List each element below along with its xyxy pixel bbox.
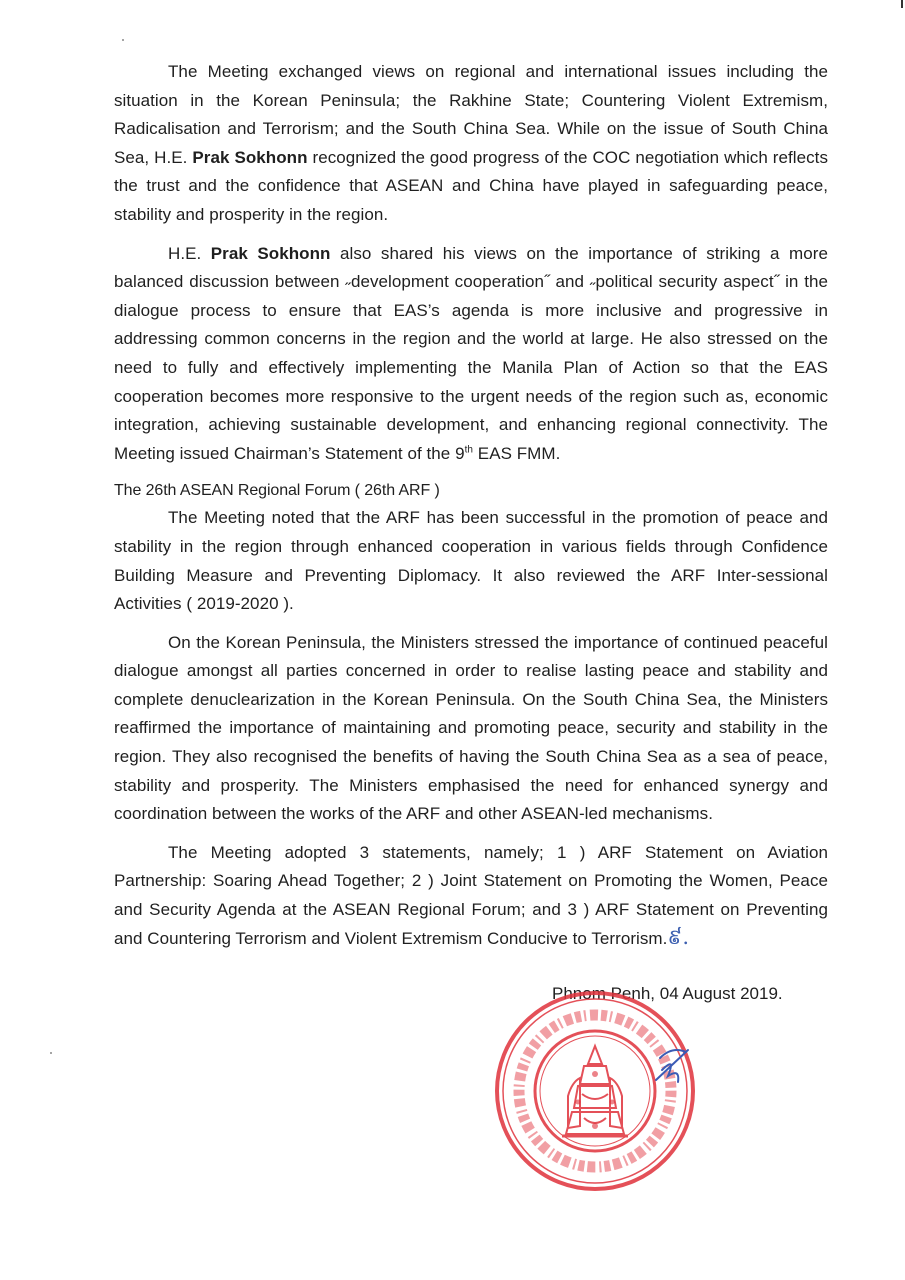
minister-name: Prak Sokhonn bbox=[192, 147, 308, 167]
ministry-seal-stamp bbox=[490, 986, 700, 1196]
paragraph-korean-peninsula: On the Korean Peninsula, the Ministers stressed the importance of continued peaceful dialogue amongst all parties concerned in order to realise lasting peace and stability and complete denuclearization in the Korean Peninsula. On the South China Sea, the Ministers reaffirmed the importance of maintaining and promoting peace, security and stability in the region. They also recognised the benefits of having the South China Sea as a sea of peace, stability and prosperity. The Ministers emphasised the need for enhanced synergy and coordination between the works of the ARF and other ASEAN-led mechanisms. bbox=[114, 632, 828, 824]
paragraph-text: The Meeting adopted 3 statements, namely; 1 ) ARF Statement on Aviation Partnership: Soaring Ahead Together; 2 ) Joint Statement on Promoting the Women, Peace and Security Agenda at the ASEAN Regional Forum; and 3 ) ARF Statement on Preventing and Countering Terrorism and Violent Extremism Conducive to Terrorism. bbox=[114, 842, 828, 948]
section-heading: The 26th ASEAN Regional Forum ( 26th ARF ) bbox=[114, 482, 440, 500]
scan-speck bbox=[122, 39, 124, 41]
paragraph-statements-adopted bbox=[114, 839, 828, 953]
paragraph-regional-issues bbox=[114, 58, 828, 230]
paragraph-arf-success: The Meeting noted that the ARF has been successful in the promotion of peace and stability in the region through enhanced cooperation in various fields through Confidence Building Measure and Preventing Diplomacy. It also reviewed the ARF Inter-sessional Activities ( 2019-2020 ). bbox=[114, 508, 828, 614]
paragraph-text: The Meeting exchanged views on regional and international issues including the situation in the Korean Peninsula; the Rakhine State; Countering Violent Extremism, Radicalisation and Terrorism; and the South China Sea. While on the issue of South China Sea, H.E. bbox=[114, 62, 828, 167]
paragraph-text: H.E. bbox=[168, 243, 211, 263]
ordinal-superscript: th bbox=[464, 444, 474, 456]
paragraph-text: recognized the good progress of the COC negotiation which reflects the trust and the confidence that ASEAN and China have played in safeguarding peace, stability and prosperity in the region. bbox=[114, 147, 828, 224]
paragraph-text: also shared his views on the importance of striking a more balanced discussion between ˶development cooperation˝ and ˶political security aspect˝ in the dialogue process to ensure that EAS’s agenda is more inclusive and progressive in addressing common concerns in the region and the world at large. He also stressed on the need to fully and effectively implementing the Manila Plan of Action so that the EAS cooperation becomes more responsive to the urgent needs of the region such as, economic integration, achieving sustainable development, and enhancing regional connectivity. The Meeting issued Chairman’s Statement of the 9 bbox=[114, 243, 828, 463]
scan-speck bbox=[50, 1052, 52, 1054]
paragraph-balanced-discussion bbox=[114, 240, 828, 469]
document-body bbox=[114, 58, 828, 963]
paragraph-text: EAS FMM. bbox=[473, 443, 561, 463]
khmer-end-mark: ៩. bbox=[667, 924, 690, 949]
minister-name: Prak Sokhonn bbox=[210, 243, 331, 263]
scan-edge-mark bbox=[901, 0, 903, 8]
place-and-date: Phnom Penh, 04 August 2019. bbox=[552, 984, 783, 1003]
